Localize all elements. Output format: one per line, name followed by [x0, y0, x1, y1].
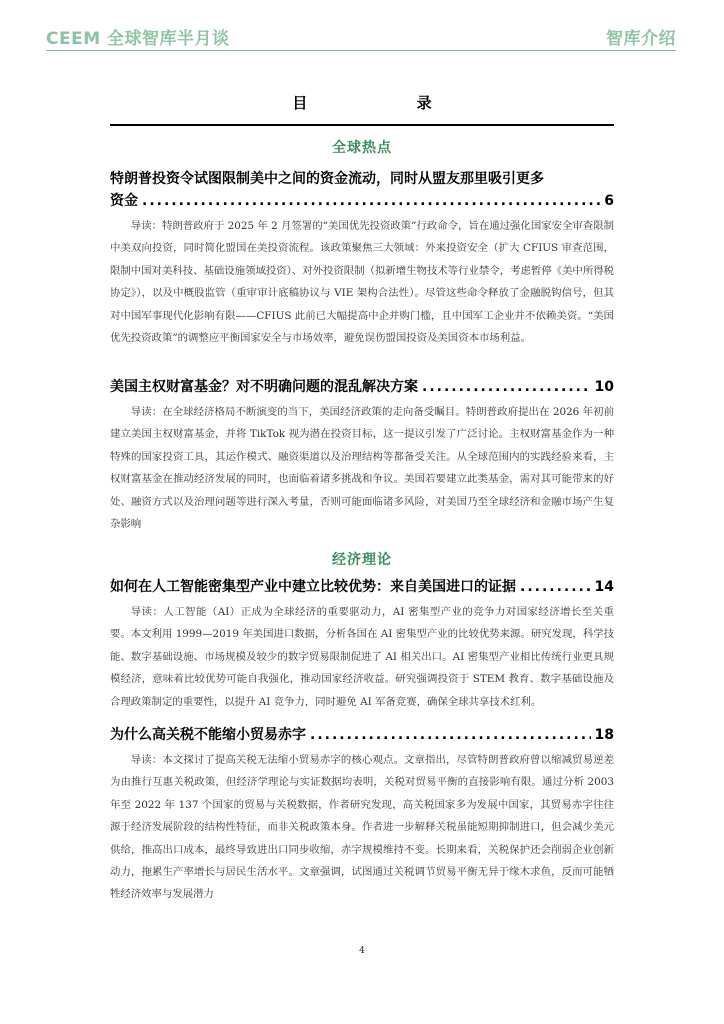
entry-title-line: 如何在人工智能密集型产业中建立比较优势：来自美国进口的证据	[110, 579, 516, 595]
entry-summary: 导读：人工智能（AI）正成为全球经济的重要驱动力，AI 密集型产业的竞争力对国家经济增长至关重要。本文利用 1999—2019 年美国进口数据，分析各国在 AI 密集型产业的比较优势来源。研究发现，科学技能、数字基础设施、市场规模及较少的数字贸易限制促进了 AI 相关出口。AI 密集型产业相比传统行业更具规模经济，意味着比较优势可能自我强化，推动国家经济收益。研究强调投资于 STEM 教育、数字基础设施及合理政策制定的重要性，以提升 AI 竞争力，同时避免 AI 军备竞赛，确保全球共享技术红利。	[110, 606, 614, 708]
entry-summary: 导读：本文探讨了提高关税无法缩小贸易赤字的核心观点。文章指出，尽管特朗普政府曾以缩减贸易逆差为由推行互惠关税政策，但经济学理论与实证数据均表明，关税对贸易平衡的直接影响有限。通过分析 2003 年至 2022 年 137 个国家的贸易与关税数据，作者研究发现，高关税国家多为发展中国家，其贸易赤字往往源于经济发展阶段的结构性特征，而非关税政策本身。作者进一步解释关税虽能短期抑制进口，但会减少美元供给，推高出口成本，最终导致进出口同步收缩，赤字规模维持不变。长期来看，关税保护还会削弱企业创新动力，拖累生产率增长与居民生活水平。文章强调，试图通过关税调节贸易平衡无异于缘木求鱼，反而可能牺牲经济效率与发展潜力	[110, 754, 614, 901]
toc-entry[interactable]	[110, 376, 614, 535]
toc-entry[interactable]	[110, 168, 614, 349]
entry-title-line: 为什么高关税不能缩小贸易赤字	[110, 727, 306, 743]
entry-title[interactable]	[110, 576, 614, 598]
entry-page-number: 18	[594, 727, 614, 743]
toc-entry[interactable]	[110, 724, 614, 906]
entry-title[interactable]	[110, 168, 614, 212]
entry-title[interactable]	[110, 376, 614, 398]
section-heading-economic-theory: 经济理论	[332, 552, 392, 568]
leader-dots	[142, 190, 600, 212]
entry-page-number: 10	[594, 379, 614, 395]
entry-title-line: 美国主权财富基金？对不明确问题的混乱解决方案	[110, 379, 418, 395]
entry-title[interactable]	[110, 724, 614, 746]
leader-dots	[520, 576, 591, 598]
leader-dots	[422, 376, 591, 398]
page-number: 4	[359, 946, 365, 956]
entry-summary: 导读：特朗普政府于 2025 年 2 月签署的“美国优先投资政策”行政命令，旨在通过强化国家安全审查限制中美双向投资，同时简化盟国在美投资流程。该政策聚焦三大领域：外来投资安全（扩大 CFIUS 审查范围，限制中国对美科技、基础设施领域投资）、对外投资限制（拟新增生物技术等行业禁令，考虑暂停《美中所得税协定》），以及中概股监管（重审审计底稿协议与 VIE 架构合法性）。尽管这些命令释放了金融脱钩信号，但其对中国军事现代化影响有限——CFIUS 此前已大幅提高中企并购门槛，且中国军工企业并不依赖美资。“美国优先投资政策”的调整应平衡国家安全与市场效率，避免误伤盟国投资及美国资本市场利益。	[110, 220, 614, 345]
leader-dots	[310, 724, 591, 746]
entry-page-number: 6	[604, 193, 614, 209]
entry-page-number: 14	[594, 579, 614, 595]
entry-title-line: 资金	[110, 193, 138, 209]
toc-title: 目 录	[292, 94, 484, 112]
toc-divider	[110, 124, 614, 126]
running-header	[46, 22, 676, 51]
section-heading-global-hotspots: 全球热点	[332, 140, 392, 156]
entry-title-line: 特朗普投资令试图限制美中之间的资金流动，同时从盟友那里吸引更多	[110, 171, 544, 187]
entry-summary: 导读：在全球经济格局不断演变的当下，美国经济政策的走向备受瞩目。特朗普政府提出在 2026 年初前建立美国主权财富基金，并将 TikTok 视为潜在投资目标，这一提议引发了广泛讨论。主权财富基金作为一种特殊的国家投资工具，其运作模式、融资渠道以及治理结构等都备受关注。从全球范围内的实践经验来看，主权财富基金在推动经济发展的同时，也面临着诸多挑战和争议。美国若要建立此类基金，需对其可能带来的好处、融资方式以及治理问题等进行深入考量，否则可能面临诸多风险，对美国乃至全球经济和金融市场产生复杂影响	[110, 406, 614, 531]
section-label: 智库介绍	[606, 29, 676, 49]
publication-title: CEEM 全球智库半月谈	[46, 29, 230, 49]
toc-entry[interactable]	[110, 576, 614, 713]
